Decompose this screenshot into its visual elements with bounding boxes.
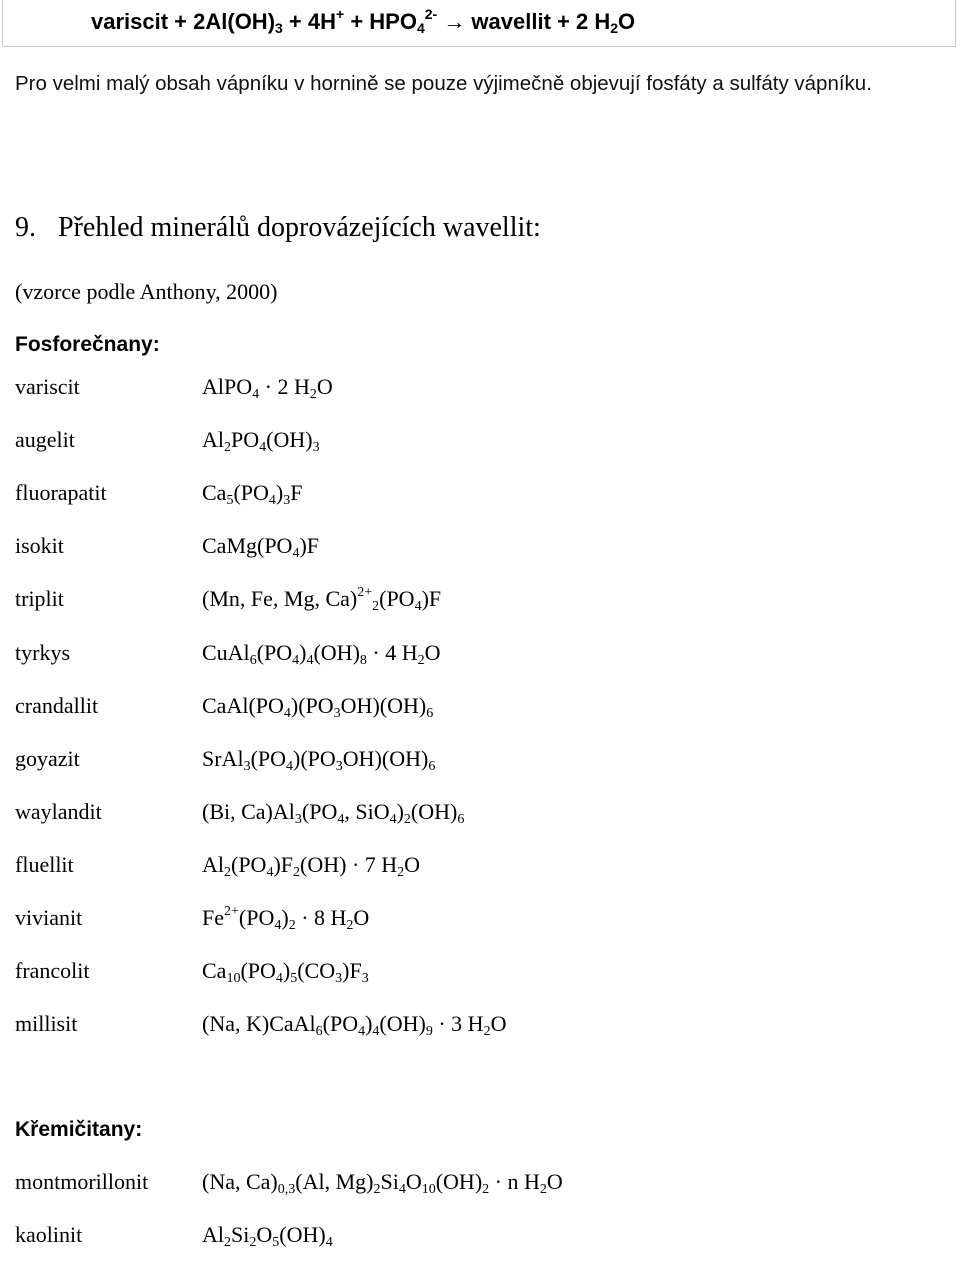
formula-text: Si bbox=[380, 1169, 399, 1194]
formula-text: ) bbox=[396, 798, 404, 824]
mineral-name: augelit bbox=[15, 427, 75, 453]
mineral-formula bbox=[202, 693, 433, 719]
formula-text: (Al, Mg) bbox=[295, 1169, 374, 1194]
subscript: 4 bbox=[337, 811, 345, 827]
phosphates-title: Fosforečnany: bbox=[15, 333, 160, 356]
mineral-formula bbox=[202, 427, 320, 456]
formula-text: )F bbox=[342, 958, 362, 984]
formula-text: CaMg(PO bbox=[202, 533, 293, 559]
mineral-formula bbox=[202, 480, 303, 509]
subscript: 5 bbox=[290, 971, 298, 987]
subscript: 2 bbox=[224, 1235, 231, 1250]
formula-text: CuAl bbox=[202, 639, 250, 665]
subscript: 8 bbox=[359, 652, 367, 668]
subscript: 2 bbox=[346, 918, 354, 933]
formula-text: OH)(OH) bbox=[340, 692, 427, 718]
calcium-note-paragraph: Pro velmi malý obsah vápníku v hornině se pouze výjimečně objevují fosfáty a sulfáty vápníku. bbox=[15, 72, 872, 95]
superscript: 2- bbox=[424, 6, 438, 22]
subscript: 4 bbox=[389, 811, 397, 827]
subscript: 6 bbox=[315, 1024, 323, 1040]
mineral-name: francolit bbox=[15, 958, 90, 984]
formula-text: · 3 H bbox=[432, 1011, 484, 1037]
formula-text: (PO bbox=[256, 639, 293, 665]
formula-text: Al bbox=[202, 851, 224, 877]
subscript: 4 bbox=[325, 1235, 333, 1250]
subscript: 2 bbox=[397, 864, 405, 880]
formula-text: (OH) bbox=[435, 1169, 483, 1194]
formula-text: (OH) bbox=[313, 639, 360, 665]
formula-text: O bbox=[404, 851, 421, 877]
subscript: 2 bbox=[372, 599, 380, 615]
mineral-formula bbox=[202, 799, 464, 825]
mineral-formula bbox=[202, 533, 320, 562]
formula-text: (PO bbox=[233, 480, 269, 506]
subscript: 3 bbox=[294, 811, 302, 827]
subscript: 6 bbox=[426, 705, 434, 721]
phosphate-row bbox=[0, 799, 960, 839]
subscript: 2 bbox=[417, 652, 425, 668]
formula-text: Ca bbox=[202, 480, 227, 506]
phosphate-row bbox=[0, 693, 960, 733]
formula-text: (Bi, Ca)Al bbox=[202, 798, 295, 824]
subscript: 9 bbox=[425, 1024, 433, 1040]
formula-text: , SiO bbox=[344, 798, 390, 824]
mineral-name: variscit bbox=[15, 374, 80, 399]
formula-text: (PO bbox=[238, 905, 275, 930]
formula-text: F bbox=[290, 480, 303, 506]
subscript: 4 bbox=[274, 918, 282, 933]
mineral-name: vivianit bbox=[15, 905, 83, 930]
formula-text: O bbox=[353, 905, 370, 930]
formula-source-note: (vzorce podle Anthony, 2000) bbox=[15, 279, 278, 304]
subscript: 3 bbox=[275, 20, 283, 36]
formula-text: PO bbox=[231, 427, 260, 453]
formula-text: ) bbox=[282, 958, 291, 984]
formula-text: (PO bbox=[379, 586, 415, 612]
subscript: 2 bbox=[288, 918, 296, 933]
subscript: 4 bbox=[292, 546, 300, 562]
subscript: 4 bbox=[266, 864, 274, 880]
subscript: 4 bbox=[398, 1182, 406, 1197]
section-heading bbox=[15, 212, 541, 244]
subscript: 4 bbox=[275, 971, 283, 987]
mineral-name: waylandit bbox=[15, 798, 102, 824]
silicate-row bbox=[0, 1169, 960, 1209]
formula-text: + 4H bbox=[282, 9, 337, 34]
mineral-name: montmorillonit bbox=[15, 1169, 149, 1194]
subscript: 6 bbox=[249, 652, 257, 668]
phosphate-row bbox=[0, 905, 960, 945]
phosphate-row bbox=[0, 746, 960, 786]
subscript: 3 bbox=[335, 971, 343, 987]
subscript: 2 bbox=[373, 1182, 381, 1197]
formula-text: Ca bbox=[202, 958, 227, 984]
formula-text: O bbox=[424, 639, 441, 665]
phosphate-row bbox=[0, 480, 960, 520]
formula-text: OH)(OH) bbox=[342, 745, 429, 771]
formula-text: O bbox=[405, 1169, 422, 1194]
formula-text: (OH) · 7 H bbox=[300, 851, 398, 877]
formula-text: (PO bbox=[322, 1011, 359, 1037]
formula-text: Fe bbox=[202, 905, 224, 930]
mineral-formula bbox=[202, 1222, 333, 1248]
subscript: 10 bbox=[226, 971, 241, 987]
subscript: 4 bbox=[268, 493, 276, 509]
formula-text: · 4 H bbox=[366, 639, 418, 665]
formula-text: ) bbox=[299, 639, 307, 665]
mineral-name: kaolinit bbox=[15, 1222, 83, 1247]
formula-text: O bbox=[256, 1222, 273, 1247]
subscript: 3 bbox=[333, 705, 341, 721]
subscript: 3 bbox=[283, 493, 291, 509]
mineral-formula bbox=[202, 905, 369, 931]
subscript: 4 bbox=[259, 440, 267, 456]
subscript: 2 bbox=[224, 864, 231, 880]
superscript: 2+ bbox=[357, 585, 373, 601]
subscript: 4 bbox=[358, 1024, 366, 1040]
subscript: 4 bbox=[372, 1024, 380, 1040]
formula-text: Al bbox=[202, 1222, 224, 1247]
mineral-name: fluorapatit bbox=[15, 480, 107, 506]
formula-text: Si bbox=[231, 1222, 250, 1247]
mineral-name: triplit bbox=[15, 586, 64, 612]
formula-text: )F bbox=[421, 586, 442, 612]
mineral-formula bbox=[202, 746, 435, 772]
formula-text: )(PO bbox=[293, 745, 336, 771]
formula-text: O bbox=[618, 9, 636, 34]
formula-text: (Na, K)CaAl bbox=[202, 1011, 316, 1037]
phosphate-row bbox=[0, 586, 960, 626]
formula-text: ) bbox=[281, 905, 289, 930]
subscript: 3 bbox=[312, 440, 320, 456]
formula-text: O bbox=[316, 374, 333, 399]
phosphate-row bbox=[0, 533, 960, 573]
mineral-formula bbox=[202, 640, 441, 666]
formula-text: SrAl bbox=[202, 745, 244, 771]
mineral-name: tyrkys bbox=[15, 639, 70, 665]
formula-text: Al bbox=[202, 427, 224, 453]
phosphate-row bbox=[0, 958, 960, 998]
formula-text: (OH) bbox=[410, 798, 458, 824]
subscript: 2 bbox=[249, 1235, 257, 1250]
formula-text: )F bbox=[299, 533, 320, 559]
mineral-formula bbox=[202, 852, 420, 878]
subscript: 6 bbox=[428, 758, 436, 774]
subscript: 2 bbox=[483, 1024, 491, 1040]
phosphate-row bbox=[0, 374, 960, 414]
subscript: 4 bbox=[306, 652, 314, 668]
formula-text: (PO bbox=[301, 798, 338, 824]
formula-text: )F bbox=[273, 851, 294, 877]
formula-text: ) bbox=[365, 1011, 373, 1037]
formula-text: (OH) bbox=[266, 427, 313, 453]
silicates-title: Křemičitany: bbox=[15, 1118, 143, 1141]
subscript: 4 bbox=[416, 20, 425, 36]
formula-text: AlPO bbox=[202, 374, 253, 399]
reaction-equation bbox=[91, 6, 635, 36]
mineral-formula bbox=[202, 585, 442, 615]
formula-text: (OH) bbox=[279, 1222, 326, 1247]
mineral-formula bbox=[202, 1011, 507, 1040]
formula-text: + HPO bbox=[344, 9, 417, 34]
formula-text: variscit + 2Al(OH) bbox=[91, 9, 276, 34]
subscript: 2 bbox=[224, 440, 231, 456]
mineral-name: millisit bbox=[15, 1011, 78, 1037]
formula-text: → wavellit + 2 H bbox=[437, 9, 611, 34]
formula-text: ) bbox=[275, 480, 284, 506]
subscript: 4 bbox=[414, 599, 422, 615]
phosphate-row bbox=[0, 640, 960, 680]
subscript: 4 bbox=[292, 652, 300, 668]
superscript: 2+ bbox=[224, 904, 239, 919]
subscript: 2 bbox=[539, 1182, 547, 1197]
mineral-name: fluellit bbox=[15, 851, 74, 877]
formula-text: O bbox=[490, 1011, 507, 1037]
mineral-name: goyazit bbox=[15, 745, 80, 771]
subscript: 4 bbox=[283, 705, 291, 721]
mineral-formula bbox=[202, 958, 369, 987]
formula-text: O bbox=[546, 1169, 563, 1194]
formula-text: (CO bbox=[297, 958, 336, 984]
equation-box bbox=[2, 0, 956, 47]
mineral-formula bbox=[202, 1169, 563, 1195]
formula-text: (Na, Ca) bbox=[202, 1169, 278, 1194]
subscript: 4 bbox=[286, 758, 294, 774]
formula-text: · 2 H bbox=[259, 374, 310, 399]
section-title: Přehled minerálů doprovázejících wavellit: bbox=[58, 212, 541, 243]
subscript: 2 bbox=[610, 20, 619, 36]
formula-text: (PO bbox=[240, 958, 276, 984]
formula-text: (Mn, Fe, Mg, Ca) bbox=[202, 586, 358, 612]
subscript: 2 bbox=[309, 387, 317, 402]
silicate-row bbox=[0, 1222, 960, 1262]
mineral-name: crandallit bbox=[15, 692, 99, 718]
formula-text: (PO bbox=[250, 745, 287, 771]
subscript: 2 bbox=[482, 1182, 490, 1197]
subscript: 3 bbox=[335, 758, 343, 774]
subscript: 3 bbox=[361, 971, 369, 987]
mineral-name: isokit bbox=[15, 533, 64, 559]
formula-text: CaAl(PO bbox=[202, 692, 284, 718]
phosphate-row bbox=[0, 427, 960, 467]
formula-text: · 8 H bbox=[295, 905, 347, 930]
superscript: + bbox=[336, 6, 345, 22]
subscript: 10 bbox=[421, 1182, 436, 1197]
subscript: 2 bbox=[293, 864, 301, 880]
subscript: 5 bbox=[226, 493, 234, 509]
section-number: 9. bbox=[15, 212, 36, 243]
subscript: 5 bbox=[272, 1235, 280, 1250]
subscript: 4 bbox=[252, 387, 260, 402]
formula-text: (PO bbox=[231, 851, 267, 877]
subscript: 3 bbox=[243, 758, 251, 774]
mineral-formula bbox=[202, 374, 333, 400]
formula-text: · n H bbox=[489, 1169, 540, 1194]
formula-text: )(PO bbox=[290, 692, 334, 718]
formula-text: (OH) bbox=[379, 1011, 426, 1037]
subscript: 0,3 bbox=[277, 1182, 296, 1197]
subscript: 6 bbox=[457, 811, 465, 827]
phosphate-row bbox=[0, 852, 960, 892]
phosphate-row bbox=[0, 1011, 960, 1051]
subscript: 2 bbox=[403, 811, 411, 827]
